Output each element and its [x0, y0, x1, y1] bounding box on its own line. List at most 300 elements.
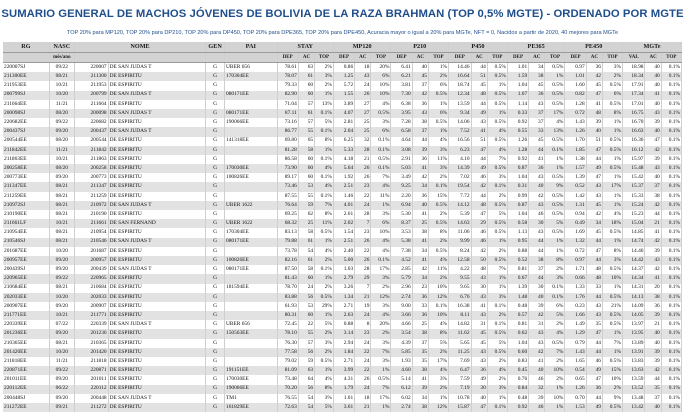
table-cell: 200098SJ [3, 109, 49, 118]
table-cell: 1% [487, 81, 507, 90]
table-cell: 57 [298, 100, 314, 109]
table-cell: 8% [602, 109, 622, 118]
table-row [3, 357, 682, 366]
table-cell: 36 [412, 293, 428, 302]
table-cell: 100826EE [225, 173, 278, 182]
table-cell: 0.1% [315, 173, 334, 182]
table-cell: 2% [545, 375, 565, 384]
table-cell: 32 [355, 137, 371, 146]
table-cell: 2.71 [333, 357, 354, 366]
table-cell: 200957 [74, 256, 108, 265]
table-cell: 33 [529, 127, 545, 136]
table-cell: 3.99 [333, 366, 354, 375]
table-cell: 6.94 [391, 201, 412, 210]
table-cell: G [206, 302, 225, 311]
table-cell: 37 [529, 265, 545, 274]
table-cell: 45 [586, 201, 602, 210]
table-cell: DE SAN FERNAND [108, 219, 206, 228]
table-cell: 0.52 [565, 182, 586, 191]
table-cell: 1.26 [565, 127, 586, 136]
group-pe450: PE450 [565, 42, 623, 53]
table-cell: 200098 [74, 109, 108, 118]
table-cell: 14.13 [622, 293, 645, 302]
table-cell: 5.72 [333, 81, 354, 90]
table-cell: G [206, 394, 225, 403]
table-cell: 4.07 [333, 109, 354, 118]
table-cell: 26 [355, 256, 371, 265]
table-cell: 47 [586, 375, 602, 384]
table-cell: 2% [371, 329, 391, 338]
table-row [3, 91, 682, 100]
table-cell: 1.92 [333, 173, 354, 182]
table-cell: 6% [428, 81, 448, 90]
table-cell: 0.99 [507, 192, 528, 201]
table-cell: 0.1% [661, 302, 681, 311]
table-cell: 0.5% [545, 100, 565, 109]
table-cell: 7.72 [449, 192, 472, 201]
table-cell: 81.09 [277, 366, 298, 375]
table-cell: 20% [371, 320, 391, 329]
table-cell: 1.69 [565, 228, 586, 237]
table-cell: 9.55 [449, 274, 472, 283]
table-cell: 0.88 [333, 320, 354, 329]
table-cell: 29 [355, 274, 371, 283]
table-cell: G [206, 375, 225, 384]
table-cell: 0.1% [661, 403, 681, 412]
table-cell: 09/20 [49, 394, 74, 403]
table-cell: 1.13 [507, 228, 528, 237]
table-cell: 0.1% [661, 63, 681, 73]
table-cell: G [206, 155, 225, 164]
table-cell: 58 [298, 265, 314, 274]
table-cell: 6% [371, 127, 391, 136]
table-cell: 200799SJ [3, 91, 49, 100]
table-cell: 42 [645, 201, 661, 210]
table-cell: 200544 [74, 137, 108, 146]
table-cell: 41 [412, 256, 428, 265]
table-cell: 2% [371, 284, 391, 293]
table-cell: 200437 [74, 127, 108, 136]
table-cell: 3% [487, 385, 507, 394]
sub-dep: DEP [277, 53, 298, 63]
table-cell: 2.96 [391, 284, 412, 293]
table-cell: 24 [355, 339, 371, 348]
table-cell: 5.79 [391, 274, 412, 283]
table-cell [225, 210, 278, 219]
table-cell: 0.1% [661, 91, 681, 100]
table-cell: 13% [545, 127, 565, 136]
table-cell: 09/22 [49, 274, 74, 283]
table-cell: 0.5% [428, 91, 448, 100]
table-cell: 08/20 [49, 164, 74, 173]
table-cell: 1% [315, 91, 334, 100]
table-cell: 7.59 [449, 375, 472, 384]
table-cell: 42 [471, 247, 487, 256]
table-cell: 42 [645, 366, 661, 375]
table-cell: 0.5% [315, 357, 334, 366]
table-cell: 0.92 [507, 155, 528, 164]
table-cell: 5% [315, 118, 334, 127]
table-cell: 080171EE [225, 238, 278, 247]
table-cell: 0.5% [545, 201, 565, 210]
table-cell: 43 [412, 109, 428, 118]
table-row [3, 348, 682, 357]
table-cell: 24 [355, 201, 371, 210]
table-cell: 0.65 [565, 375, 586, 384]
table-cell: 14.37 [622, 265, 645, 274]
table-cell: 27 [355, 100, 371, 109]
table-cell: 13.63 [622, 366, 645, 375]
table-cell: DE ESPIRITU [108, 339, 206, 348]
table-cell: 68.32 [277, 219, 298, 228]
table-cell: 0.5% [428, 219, 448, 228]
table-cell: 2% [315, 348, 334, 357]
table-cell: 25 [412, 320, 428, 329]
table-cell: 6% [371, 219, 391, 228]
table-cell: 44 [586, 293, 602, 302]
table-cell: 0.92 [507, 403, 528, 412]
table-row [3, 109, 682, 118]
table-cell: 30 [471, 385, 487, 394]
table-cell: 25 [355, 127, 371, 136]
table-cell: 7% [371, 173, 391, 182]
table-cell: 35 [412, 357, 428, 366]
table-cell: 4.66 [391, 320, 412, 329]
table-cell: 40 [645, 63, 661, 73]
table-cell: 0.55 [507, 127, 528, 136]
table-cell: 16.56 [449, 137, 472, 146]
table-cell: DE ESPIRITU [108, 100, 206, 109]
table-cell: 47 [645, 137, 661, 146]
table-cell: 10.78 [449, 394, 472, 403]
table-cell: 211347EE [3, 182, 49, 191]
table-cell: 0.58 [507, 219, 528, 228]
table-cell: 0.1% [315, 192, 334, 201]
table-cell: 1% [487, 109, 507, 118]
table-cell: 25 [298, 219, 314, 228]
table-cell: 1.49 [565, 320, 586, 329]
table-cell: 7% [315, 201, 334, 210]
table-cell: 24 [355, 81, 371, 90]
table-cell: 43 [645, 256, 661, 265]
table-cell: 18 [355, 394, 371, 403]
table-row [3, 302, 682, 311]
table-cell: 42 [471, 182, 487, 191]
table-cell: G [206, 320, 225, 329]
table-cell: UBER 1622 [225, 219, 278, 228]
table-cell: 1.04 [507, 210, 528, 219]
table-cell: 21 [355, 155, 371, 164]
table-cell: 87.50 [277, 265, 298, 274]
table-cell: 0.5% [487, 164, 507, 173]
table-cell: 78.61 [277, 63, 298, 73]
table-cell: 56 [298, 348, 314, 357]
table-cell: 7% [602, 339, 622, 348]
table-cell: 141318EE [225, 137, 278, 146]
table-cell: 0.54 [565, 366, 586, 375]
table-cell: G [206, 100, 225, 109]
table-cell: 44 [586, 339, 602, 348]
table-row [3, 403, 682, 412]
table-cell: 9% [602, 394, 622, 403]
table-cell: 1.32 [565, 238, 586, 247]
table-cell: 45 [586, 81, 602, 90]
table-cell: 0.5% [602, 265, 622, 274]
table-cell: 13.42 [622, 403, 645, 412]
table-cell: 44 [471, 63, 487, 73]
table-cell: 37 [412, 81, 428, 90]
table-cell: 81.43 [277, 274, 298, 283]
table-cell: 9.25 [391, 182, 412, 191]
table-cell: DE ESPIRITU [108, 164, 206, 173]
table-cell: G [206, 182, 225, 191]
table-cell: 78.07 [277, 72, 298, 81]
table-cell: 39 [412, 385, 428, 394]
table-cell: 7.38 [391, 247, 412, 256]
table-cell: 21 [645, 219, 661, 228]
table-cell: 59 [298, 201, 314, 210]
table-cell: 0.67 [507, 274, 528, 283]
table-cell: 10% [545, 366, 565, 375]
table-cell: 170030EE [225, 164, 278, 173]
sub-dep: DEP [449, 53, 472, 63]
group-stay: STAY [277, 42, 333, 53]
table-cell: 17.01 [622, 100, 645, 109]
table-cell: 69.80 [277, 137, 298, 146]
table-cell: 0.57 [507, 311, 528, 320]
table-cell: 38 [412, 118, 428, 127]
table-cell: 47 [586, 173, 602, 182]
table-cell: 34 [412, 394, 428, 403]
table-cell: 2.04 [333, 127, 354, 136]
table-cell: 0.1% [661, 228, 681, 237]
table-cell: 70.20 [277, 385, 298, 394]
table-row [3, 118, 682, 127]
table-cell: 4% [315, 247, 334, 256]
table-cell: 15% [602, 366, 622, 375]
table-cell: 4% [315, 164, 334, 173]
sub-top: TOP [545, 53, 565, 63]
table-cell: 1.85 [565, 146, 586, 155]
table-cell: 0.5% [602, 81, 622, 90]
table-cell: 1.60 [565, 81, 586, 90]
table-cell: 34 [412, 182, 428, 191]
table-cell: 0.5% [487, 201, 507, 210]
table-cell: DE ESPIRITU [108, 311, 206, 320]
table-cell: 15.48 [622, 164, 645, 173]
table-cell: 0.70 [565, 394, 586, 403]
table-cell: 2.61 [333, 210, 354, 219]
table-cell: 18 [355, 63, 371, 73]
table-cell: 0.5% [602, 403, 622, 412]
table-cell: G [206, 127, 225, 136]
sub-val: VAL [622, 53, 645, 63]
table-cell: DE ESPIRITU [108, 375, 206, 384]
table-cell: 201687 [74, 247, 108, 256]
table-cell: 0.5% [487, 91, 507, 100]
table-cell: 1% [602, 127, 622, 136]
table-cell: 60 [298, 155, 314, 164]
table-cell: DE SAN JUDAS T [108, 109, 206, 118]
table-cell: 40 [412, 201, 428, 210]
sub-ac: AC [645, 53, 661, 63]
table-cell: 54 [298, 403, 314, 412]
table-cell: 1% [487, 284, 507, 293]
table-cell: 6% [545, 302, 565, 311]
table-cell: 0.5% [315, 228, 334, 237]
table-cell: 08/20 [49, 109, 74, 118]
table-cell [225, 127, 278, 136]
table-cell: 2% [545, 357, 565, 366]
table-cell: 29% [315, 302, 334, 311]
table-cell: 60 [298, 81, 314, 90]
table-cell: 211842EE [3, 146, 49, 155]
table-cell: 20% [371, 63, 391, 73]
table-cell: 0.95 [507, 238, 528, 247]
table-cell: 0.5% [545, 192, 565, 201]
table-cell: 10% [371, 91, 391, 100]
table-cell: 0.5% [602, 164, 622, 173]
table-cell: 1.33 [565, 284, 586, 293]
table-cell: 1% [428, 127, 448, 136]
table-cell: 17% [545, 109, 565, 118]
table-cell: 56 [298, 293, 314, 302]
table-cell: 1.04 [507, 339, 528, 348]
table-cell: 36 [529, 91, 545, 100]
table-cell: 25 [355, 118, 371, 127]
table-cell: 30 [471, 284, 487, 293]
table-cell: 0.1% [661, 219, 681, 228]
table-cell: 0.97 [565, 256, 586, 265]
table-cell: 8% [602, 247, 622, 256]
summary-table [3, 42, 682, 412]
table-cell: 2% [487, 247, 507, 256]
table-cell: 44 [412, 137, 428, 146]
table-cell: 6% [428, 109, 448, 118]
table-cell: 6.12 [391, 385, 412, 394]
table-cell: 0.1% [315, 265, 334, 274]
table-cell: 0.1% [371, 164, 391, 173]
table-cell: 3% [371, 118, 391, 127]
table-cell: 1.79 [333, 385, 354, 394]
table-cell: 73.16 [277, 118, 298, 127]
table-cell: 3% [487, 293, 507, 302]
table-cell: 58 [298, 228, 314, 237]
header-group-row [3, 42, 682, 53]
table-cell: 2% [602, 385, 622, 394]
table-cell: 210954EE [3, 228, 49, 237]
table-cell: 2.63 [333, 311, 354, 320]
table-cell: 150563EE [225, 329, 278, 338]
table-cell: 210684EE [3, 284, 49, 293]
table-cell: 53 [298, 302, 314, 311]
table-cell: 47 [471, 210, 487, 219]
table-cell: G [206, 219, 225, 228]
table-cell: 10% [428, 311, 448, 320]
table-cell: 1% [428, 63, 448, 73]
table-cell: 8 [355, 320, 371, 329]
table-cell: 0.5% [602, 320, 622, 329]
table-row [3, 256, 682, 265]
table-cell: 170304EE [225, 72, 278, 81]
table-cell: 0.84 [507, 385, 528, 394]
table-cell: 11% [428, 155, 448, 164]
table-cell: 0.1% [661, 274, 681, 283]
table-cell: 0.5% [428, 118, 448, 127]
table-cell: 0.1% [371, 146, 391, 155]
table-cell: 200448SJ [3, 394, 49, 403]
table-cell: 0.1% [661, 192, 681, 201]
table-cell: 0.1% [428, 182, 448, 191]
table-cell: 5.14 [391, 375, 412, 384]
table-cell: 4.10 [449, 155, 472, 164]
table-cell: 71.04 [277, 100, 298, 109]
table-cell: 0.66 [565, 274, 586, 283]
table-cell: 0.97 [565, 63, 586, 73]
table-cell: 2% [315, 81, 334, 90]
table-cell: 1.70 [565, 137, 586, 146]
table-cell: 38 [645, 293, 661, 302]
table-row [3, 164, 682, 173]
table-cell: 49 [471, 164, 487, 173]
table-cell: G [206, 311, 225, 320]
table-cell: 6.76 [449, 293, 472, 302]
table-cell: 82.16 [277, 256, 298, 265]
table-cell: DE SAN JUDAS T [108, 238, 206, 247]
table-cell: 44 [529, 274, 545, 283]
table-cell: 220112EE [3, 385, 49, 394]
table-cell: 46 [529, 375, 545, 384]
table-cell: 1.71 [565, 265, 586, 274]
table-cell: 3% [428, 375, 448, 384]
table-cell: 6.23 [449, 146, 472, 155]
table-cell: 0.5% [371, 375, 391, 384]
table-cell: 0.82 [565, 91, 586, 100]
table-cell: 3% [371, 210, 391, 219]
table-cell: 53 [298, 182, 314, 191]
table-cell: 08/21 [49, 192, 74, 201]
table-cell: 211818EE [3, 357, 49, 366]
table-cell: 22 [355, 366, 371, 375]
table-cell [225, 348, 278, 357]
table-cell: 83.88 [277, 293, 298, 302]
table-cell: 09/20 [49, 329, 74, 338]
table-cell: 43 [471, 357, 487, 366]
table-cell: 200258 [74, 164, 108, 173]
table-cell: 100826EE [225, 256, 278, 265]
table-cell: 44 [586, 155, 602, 164]
table-cell: 4.01 [333, 201, 354, 210]
table-cell: 0.1% [371, 137, 391, 146]
table-cell: 59 [298, 357, 314, 366]
table-cell: 11% [371, 192, 391, 201]
table-cell: 1.76 [565, 293, 586, 302]
table-cell: 0.1% [661, 118, 681, 127]
table-cell: 190066EE [225, 385, 278, 394]
table-cell: 41 [471, 302, 487, 311]
table-cell: 44 [529, 247, 545, 256]
table-cell: 11.06 [449, 228, 472, 237]
table-cell: 7% [487, 265, 507, 274]
table-cell: 6% [371, 72, 391, 81]
table-cell: 0.72 [565, 247, 586, 256]
table-cell: 38 [412, 228, 428, 237]
table-cell: DE ESPIRITU [108, 357, 206, 366]
table-cell: 47 [586, 91, 602, 100]
table-cell: 36 [471, 366, 487, 375]
table-cell: 4.18 [333, 155, 354, 164]
table-cell: 32 [529, 385, 545, 394]
